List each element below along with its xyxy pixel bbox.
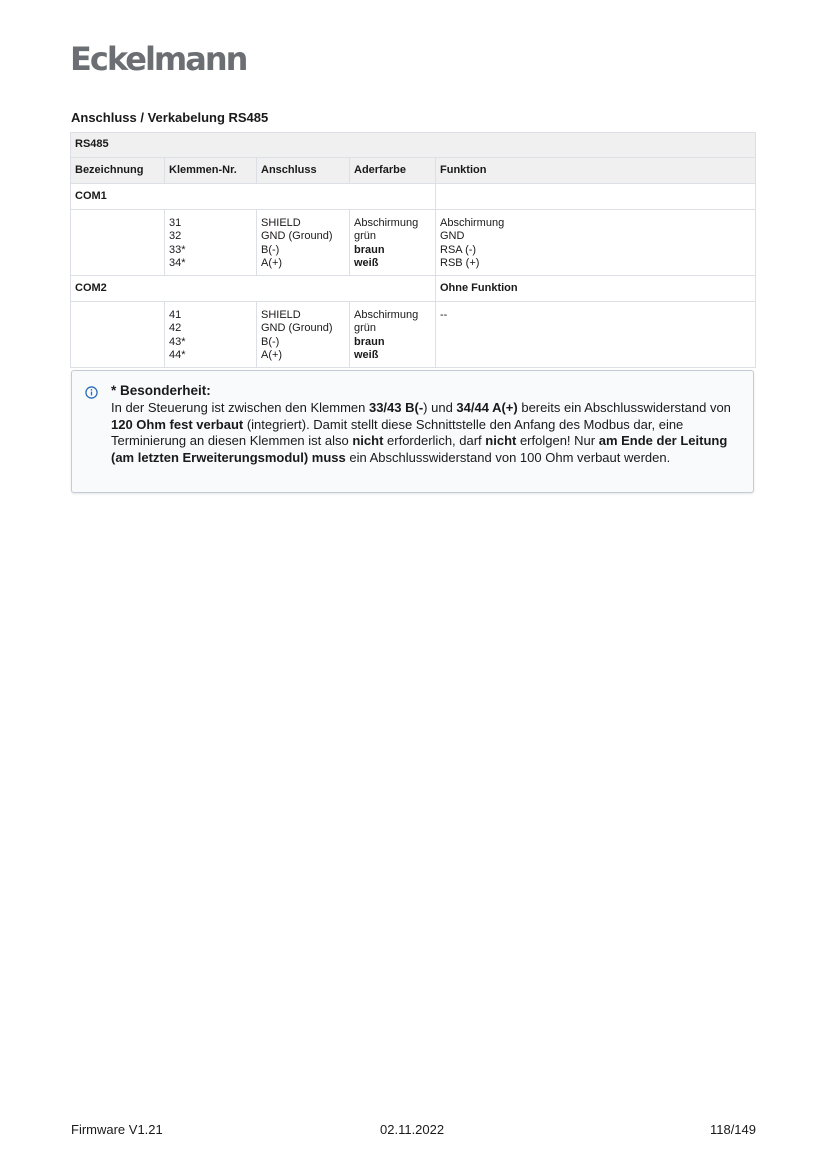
table-cell: RSA (-) [440,243,477,256]
table-cell: -- [440,309,448,321]
table-cell: 41 [169,309,182,321]
table-cell: weiß [354,256,379,269]
table-cell: braun [354,243,385,256]
col-bezeichnung: Bezeichnung [71,158,165,184]
com1-anschluss [257,210,350,276]
table-cell: A(+) [261,256,283,269]
com2-anschluss [257,302,350,368]
table-cell: GND [440,230,465,243]
rs485-table [70,132,756,368]
table-cell: B(-) [261,335,280,348]
footer-date: 02.11.2022 [380,1122,445,1137]
com2-aderfarbe [350,302,436,368]
table-cell: B(-) [261,243,280,256]
com1-klemmen [165,210,257,276]
com1-bezeichnung [71,210,165,276]
com1-row [71,184,756,210]
note-title: * Besonderheit: [111,383,211,398]
footer-page-number: 118/149 [709,1122,756,1137]
com1-label: COM1 [71,184,436,210]
info-icon [85,386,98,399]
table-cell: 33* [169,243,186,256]
info-note [71,370,754,493]
group-title: RS485 [71,133,756,158]
note-text: In der Steuerung ist zwischen den Klemmen 33/43 B(-) und 34/44 A(+) bereits ein Abschlusswiderstand von 120 Ohm fest verbaut (integriert). Damit stellt diese Schnittstelle den Anfang des Modbus dar, eine Terminierung an diesen Klemmen ist also nicht erforderlich, darf nicht erfolgen! Nur am Ende der Leitung (am letzten Erweiterungsmodul) muss ein Abschlusswiderstand von 100 Ohm verbaut werden. [111,399,731,466]
col-aderfarbe: Aderfarbe [350,158,436,184]
com2-label: COM2 [71,276,436,302]
table-cell: grün [354,322,377,335]
table-cell: SHIELD [261,217,301,229]
note-body [111,383,747,467]
col-funktion: Funktion [436,158,756,184]
col-anschluss: Anschluss [257,158,350,184]
col-klemmen-nr: Klemmen-Nr. [165,158,257,184]
section-title: Anschluss / Verkabelung RS485 [71,110,269,125]
table-cell: weiß [354,348,379,361]
com2-klemmen [165,302,257,368]
table-cell: grün [354,230,377,243]
com2-bezeichnung [71,302,165,368]
table-cell: RSB (+) [440,256,480,269]
com1-funktion-label [436,184,756,210]
table-cell: 42 [169,322,182,335]
table-cell: Abschirmung [354,217,419,229]
table-cell: Abschirmung [354,309,419,321]
footer-firmware: Firmware V1.21 [71,1122,163,1137]
table-cell: A(+) [261,348,283,361]
table-cell: braun [354,335,385,348]
table-cell: 31 [169,217,182,229]
table-cell: 34* [169,256,186,269]
com1-funktion [436,210,756,276]
table-cell: 44* [169,348,186,361]
eckelmann-logo: Eckelmann [70,40,247,78]
table-cell: GND (Ground) [261,230,333,243]
table-cell: 32 [169,230,182,243]
com1-aderfarbe [350,210,436,276]
table-group-header [71,133,756,158]
com2-funktion [436,302,756,368]
table-cell: 43* [169,335,186,348]
table-cell: GND (Ground) [261,322,333,335]
table-header-row [71,158,756,184]
com2-row [71,276,756,302]
table-cell: Abschirmung [440,217,505,229]
com2-data-row [71,302,756,368]
com2-funktion-label: Ohne Funktion [436,276,756,302]
table-cell: SHIELD [261,309,301,321]
com1-data-row [71,210,756,276]
